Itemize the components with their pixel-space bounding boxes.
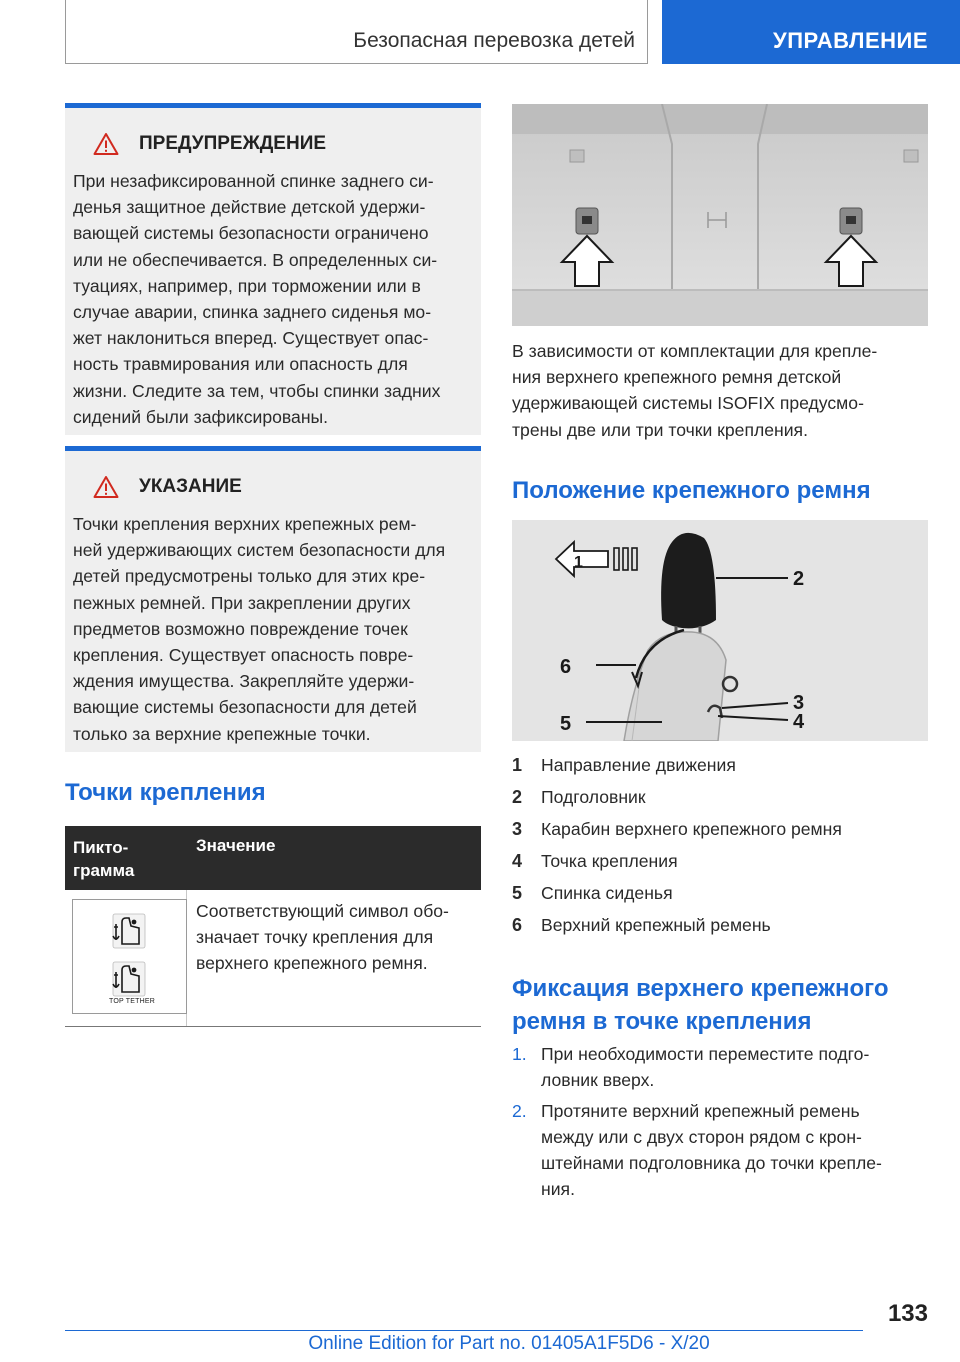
legend-text: Верхний крепежный ремень xyxy=(541,915,771,935)
fixation-heading: Фиксация верхнего крепежного ремня в точке крепления xyxy=(512,975,889,1035)
header-section-tab xyxy=(65,0,648,64)
notice-title: УКАЗАНИЕ xyxy=(139,476,242,497)
legend-text: Спинка сиденья xyxy=(541,883,673,903)
legend-text: Точка крепления xyxy=(541,851,678,871)
warning-triangle-icon xyxy=(93,132,119,156)
notice-text: Точки крепления верхних крепежных рем- ней удерживающих систем безопасности для детей предусмотрены только для этих кре- пежных ремней. При закреплении других предметов возможно повреждение точек крепления. Существует опасность повре- ждения имущества. Закрепляйте удержи- вающие системы безопасности для детей только за верхние крепежные точки. xyxy=(73,514,446,744)
diagram-label-3: 3 xyxy=(793,692,805,714)
step-number: 1. xyxy=(512,1044,527,1064)
warning-triangle-icon xyxy=(93,475,119,499)
table-row xyxy=(65,890,481,1027)
step-text: Протяните верхний крепежный ремень между или с двух сторон рядом с крон- штейнами подголовника до точки крепле- ния. xyxy=(541,1101,882,1199)
legend-text: Карабин верхнего крепежного ремня xyxy=(541,819,842,839)
legend-number: 1 xyxy=(512,755,523,775)
anchor-points-heading: Точки крепления xyxy=(65,779,266,806)
diagram-label-1: 1 xyxy=(574,554,583,571)
diagram-label-4: 4 xyxy=(793,711,805,733)
isofix-anchors-photo xyxy=(512,104,928,326)
diagram-label-2: 2 xyxy=(793,568,805,590)
warning-title: ПРЕДУПРЕЖДЕНИЕ xyxy=(139,133,327,154)
header-section-title: Безопасная перевозка детей xyxy=(353,29,635,52)
legend-number: 4 xyxy=(512,851,523,871)
legend-number: 6 xyxy=(512,915,523,935)
step-number: 2. xyxy=(512,1101,527,1121)
warning-box xyxy=(65,103,481,435)
legend-text: Направление движения xyxy=(541,755,736,775)
trunk-anchor-illustration xyxy=(512,104,928,326)
step-text: При необходимости переместите подго- ловник вверх. xyxy=(541,1044,870,1090)
notice-box xyxy=(65,446,481,752)
diagram-label-6: 6 xyxy=(560,656,572,678)
header-chapter-tab[interactable] xyxy=(662,0,960,64)
headrest-diagram xyxy=(512,520,928,741)
table-cell-meaning: Соответствующий символ обо- значает точку крепления для верхнего крепежного ремня. xyxy=(196,901,449,973)
page-number: 133 xyxy=(887,1300,928,1327)
tether-position-diagram xyxy=(512,520,928,741)
legend-number: 2 xyxy=(512,787,523,807)
photo-caption: В зависимости от комплектации для крепле- ния верхнего крепежного ремня детской удерживающей системы ISOFIX предусмо- трены две или три точки крепления. xyxy=(512,341,878,440)
footer-edition-link[interactable]: Online Edition for Part no. 01405A1F5D6 - X/20 xyxy=(308,1333,710,1354)
table-header xyxy=(65,826,481,890)
legend-text: Подголовник xyxy=(541,787,646,807)
table-header-pictogram: Пикто- грамма xyxy=(73,838,135,880)
top-tether-pictogram xyxy=(72,899,187,1014)
warning-text: При незафиксированной спинке заднего си- денья защитное действие детской удержи- вающей системы безопасности ограничено или не обеспечивается. В определенных си- туациях, например, при торможении или в случае аварии, спинка заднего сиденья мо- жет наклониться вперед. Существует опас- ность травмирования или опасность для жизни. Следите за тем, чтобы спинки задних сидений были зафиксированы. xyxy=(73,171,441,427)
top-tether-label: TOP TETHER xyxy=(109,998,155,1005)
header-chapter-title: УПРАВЛЕНИЕ xyxy=(773,28,928,53)
table-header-meaning: Значение xyxy=(196,836,276,855)
legend-number: 5 xyxy=(512,883,523,903)
diagram-label-5: 5 xyxy=(560,713,572,735)
footer-divider xyxy=(65,1330,863,1331)
legend-number: 3 xyxy=(512,819,523,839)
position-heading: Положение крепежного ремня xyxy=(512,477,871,504)
child-seat-anchor-icon xyxy=(73,900,186,1013)
